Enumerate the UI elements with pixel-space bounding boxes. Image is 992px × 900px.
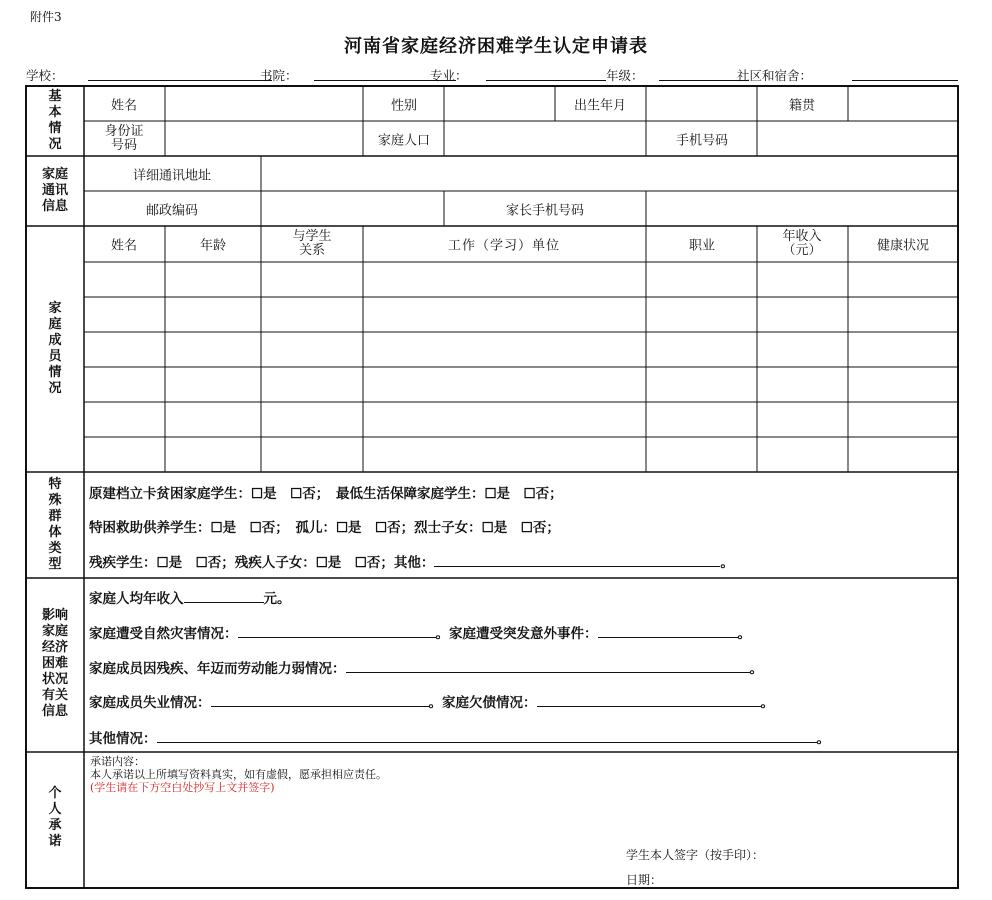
contact-section-label: 家庭 通讯 信息 bbox=[41, 167, 69, 214]
members-section-label: 家 庭 成 员 情 况 bbox=[48, 301, 62, 396]
major-label: 专业： bbox=[430, 68, 468, 83]
gender-field[interactable] bbox=[445, 87, 554, 120]
name-label: 姓名 bbox=[110, 98, 138, 114]
school-label: 学校： bbox=[26, 68, 64, 83]
birth-field[interactable] bbox=[647, 87, 756, 120]
other-blank[interactable] bbox=[157, 730, 817, 743]
signature-label: 学生本人签字（按手印）： bbox=[626, 848, 765, 862]
phone-label: 手机号码 bbox=[675, 133, 729, 149]
parent-phone-label: 家长手机号码 bbox=[505, 203, 585, 219]
promise-copy-area[interactable] bbox=[86, 800, 956, 840]
disability-blank[interactable] bbox=[346, 660, 750, 673]
promise-text: 本人承诺以上所填写资料真实，如有虚假，愿承担相应责任。 bbox=[90, 768, 387, 781]
name-field[interactable] bbox=[166, 87, 362, 120]
col-work: 工作（学习）单位 bbox=[447, 238, 561, 254]
postcode-label: 邮政编码 bbox=[145, 203, 199, 219]
attachment-label: 附件3 bbox=[30, 10, 62, 24]
promise-content bbox=[90, 755, 387, 794]
gender-label: 性别 bbox=[390, 98, 418, 114]
id-field[interactable] bbox=[166, 122, 362, 155]
grade-label: 年级： bbox=[606, 68, 644, 83]
promise-section-label: 个 人 承 诺 bbox=[48, 786, 62, 849]
phone-field[interactable] bbox=[758, 122, 957, 155]
parent-phone-field[interactable] bbox=[647, 192, 957, 225]
disability-line: 家庭成员因残疾、年迈而劳动能力弱情况： 。 bbox=[89, 661, 763, 677]
promise-note: (学生请在下方空白处抄写上文并签字) bbox=[90, 781, 275, 794]
other-line: 其他情况： 。 bbox=[89, 731, 830, 747]
college-label: 书院： bbox=[260, 68, 298, 83]
unemployment-blank[interactable] bbox=[211, 694, 429, 707]
col-income: 年收入 （元） bbox=[782, 229, 822, 258]
special-line-1[interactable]: 原建档立卡贫困家庭学生：☐是 ☐否； 最低生活保障家庭学生：☐是 ☐否； bbox=[89, 486, 563, 502]
postcode-field[interactable] bbox=[262, 192, 443, 225]
id-label: 身份证 号码 bbox=[104, 124, 144, 153]
address-field[interactable] bbox=[262, 157, 957, 190]
accident-blank[interactable] bbox=[598, 625, 738, 638]
special-line-3-text: 残疾学生：☐是 ☐否；残疾人子女：☐是 ☐否；其他： bbox=[89, 555, 435, 571]
col-age: 年龄 bbox=[199, 238, 227, 254]
col-name: 姓名 bbox=[110, 238, 138, 254]
birth-label: 出生年月 bbox=[573, 98, 627, 114]
col-relation: 与学生 关系 bbox=[292, 229, 332, 258]
household-label: 家庭人口 bbox=[377, 133, 431, 149]
special-line-3[interactable]: 残疾学生：☐是 ☐否；残疾人子女：☐是 ☐否；其他： 。 bbox=[89, 555, 734, 571]
form-title: 河南省家庭经济困难学生认定申请表 bbox=[344, 36, 648, 57]
unemployment-line: 家庭成员失业情况： 。家庭欠债情况： 。 bbox=[89, 695, 774, 711]
special-line-2[interactable]: 特困救助供养学生：☐是 ☐否； 孤儿：☐是 ☐否；烈士子女：☐是 ☐否； bbox=[89, 520, 560, 536]
date-label: 日期： bbox=[626, 873, 663, 887]
dorm-label: 社区和宿舍： bbox=[737, 68, 813, 83]
promise-heading: 承诺内容： bbox=[90, 755, 145, 768]
basic-section-label: 基 本 情 况 bbox=[48, 89, 62, 152]
special-section-label: 特 殊 群 体 类 型 bbox=[48, 477, 62, 572]
col-job: 职业 bbox=[688, 238, 716, 254]
disaster-line: 家庭遭受自然灾害情况： 。家庭遭受突发意外事件： 。 bbox=[89, 626, 751, 642]
household-field[interactable] bbox=[445, 122, 645, 155]
income-line: 家庭人均年收入 元。 bbox=[89, 591, 291, 607]
special-other-blank[interactable] bbox=[434, 554, 720, 567]
debt-blank[interactable] bbox=[537, 694, 761, 707]
address-label: 详细通讯地址 bbox=[132, 168, 212, 184]
native-field[interactable] bbox=[849, 87, 957, 120]
influence-section-label: 影响 家庭 经济 困难 状况 有关 信息 bbox=[41, 608, 69, 719]
income-blank[interactable] bbox=[184, 590, 264, 603]
col-health: 健康状况 bbox=[876, 238, 930, 254]
native-label: 籍贯 bbox=[788, 98, 816, 114]
disaster-blank[interactable] bbox=[238, 625, 436, 638]
